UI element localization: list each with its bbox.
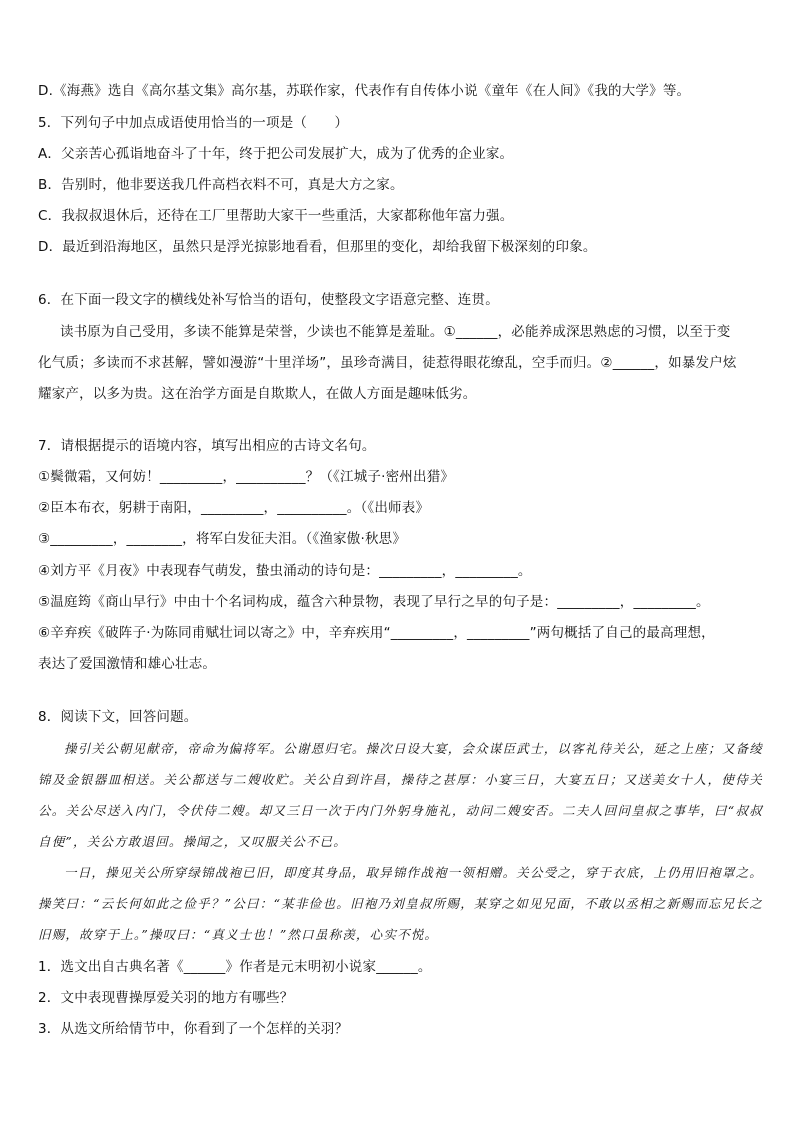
q6-stem: 6．在下面一段文字的横线处补写恰当的语句，使整段文字语意完整、连贯。 bbox=[38, 292, 499, 308]
q5-option-a: A．父亲苦心孤诣地奋斗了十年，终于把公司发展扩大，成为了优秀的企业家。 bbox=[38, 146, 514, 162]
q6-paragraph-line: 读书原为自己受用，多读不能算是荣誉，少读也不能算是羞耻。①______，必能养成深思熟虑的习惯，以至于变 bbox=[60, 324, 731, 340]
q6-paragraph-line: 化气质；多读而不求甚解，譬如漫游“十里洋场”，虽珍奇满目，徒惹得眼花缭乱，空手而归。②______，如暴发户炫 bbox=[38, 355, 737, 371]
q8-passage-text: 操引关公朝见献帝，帝命为偏将军。公谢恩归宅。操次日设大宴，会众谋臣武士，以客礼待关公，延之上座；又备绫锦及金银器皿相送。关公都送与二嫂收贮。关公自到许昌，操待之甚厚：小宴三日，大宴五日；又送美女十人，使侍关公。关公尽送入内门，令伏侍二嫂。却又三日一次于内门外躬身施礼，动问二嫂安否。二夫人回问皇叔之事毕，曰“叔叔自便”，关公方敢退回。操闻之，又叹服关公不已。 bbox=[38, 741, 763, 849]
q5-option-c: C．我叔叔退休后，还待在工厂里帮助大家干一些重活，大家都称他年富力强。 bbox=[38, 208, 514, 224]
q5-stem: 5．下列句子中加点成语使用恰当的一项是（ ） bbox=[38, 115, 349, 131]
q7-item: ①鬓微霜，又何妨！_________，__________？（《江城子·密州出猎》 bbox=[38, 469, 455, 485]
q5-option-d: D．最近到沿海地区，虽然只是浮光掠影地看看，但那里的变化，却给我留下极深刻的印象。 bbox=[38, 239, 597, 255]
q7-item: ②臣本布衣，躬耕于南阳，_________，__________。（《出师表》 bbox=[38, 500, 430, 516]
q8-passage-paragraph bbox=[38, 857, 763, 950]
q6-paragraph-line: 耀家产，以多为贵。这在治学方面是自欺欺人，在做人方面是趣味低劣。 bbox=[38, 386, 477, 402]
q7-item: ③_________，________，将军白发征夫泪。（《渔家傲·秋思》 bbox=[38, 531, 407, 547]
q8-sub-question: 3．从选文所给情节中，你看到了一个怎样的关羽？ bbox=[38, 1021, 349, 1037]
q5-option-b: B．告别时，他非要送我几件高档衣料不可，真是大方之家。 bbox=[38, 177, 404, 193]
q8-sub-question: 2．文中表现曹操厚爱关羽的地方有哪些？ bbox=[38, 990, 294, 1006]
q8-sub-question: 1．选文出自古典名著《______》作者是元末明初小说家______。 bbox=[38, 959, 432, 975]
q7-item: ⑥辛弃疾《破阵子·为陈同甫赋壮词以寄之》中，辛弃疾用“_________，_________”两句概括了自己的最高理想， bbox=[38, 625, 715, 641]
q4-option-d: D.《海燕》选自《高尔基文集》高尔基，苏联作家，代表作有自传体小说《童年《在人间》《我的大学》等。 bbox=[38, 83, 691, 99]
q8-stem: 8．阅读下文，回答问题。 bbox=[38, 709, 198, 725]
q7-item-continuation: 表达了爱国激情和雄心壮志。 bbox=[38, 656, 217, 672]
q8-passage-text: 一日，操见关公所穿绿锦战袍已旧，即度其身品，取异锦作战袍一领相赠。关公受之，穿于衣底，上仍用旧袍罩之。操笑曰：“云长何如此之俭乎？”公曰：“某非俭也。旧袍乃刘皇叔所赐，某穿之如见兄面，不敢以丞相之新赐而忘兄长之旧赐，故穿于上。”操叹曰：“真义士也！”然口虽称羡，心实不悦。 bbox=[38, 865, 763, 942]
q8-passage-paragraph bbox=[38, 733, 763, 857]
q7-item: ④刘方平《月夜》中表现春气萌发，蛰虫涌动的诗句是：_________，_________。 bbox=[38, 563, 532, 579]
q7-item: ⑤温庭筠《商山早行》中由十个名词构成，蕴含六种景物，表现了早行之早的句子是：_________，_________。 bbox=[38, 594, 710, 610]
q7-stem: 7．请根据提示的语境内容，填写出相应的古诗文名句。 bbox=[38, 438, 376, 454]
